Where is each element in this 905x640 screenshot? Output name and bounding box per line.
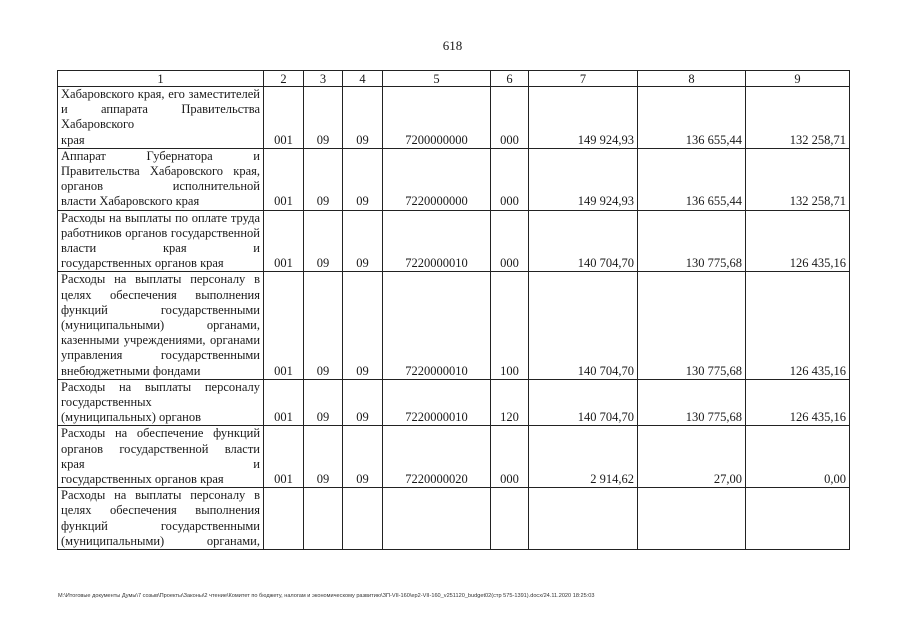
expense-name-line: (муниципальными) органами, [61, 318, 260, 333]
table-row [58, 210, 850, 272]
amount-2022-cell [638, 488, 746, 550]
expense-name-line: органами управления [61, 333, 261, 363]
amount-2023-cell: 126 435,16 [746, 379, 850, 426]
expense-name-line: края, органов исполнительной [61, 164, 260, 194]
expense-name-line: Расходы на обеспечение [61, 426, 204, 441]
expense-name-line: заместителей и аппарата [61, 87, 260, 117]
expense-name-cell [58, 87, 264, 149]
expense-name-cell [58, 379, 264, 426]
admin-code-cell: 001 [264, 148, 304, 210]
admin-code-cell: 001 [264, 379, 304, 426]
section-cell: 09 [304, 426, 343, 488]
amount-2021-cell [529, 488, 638, 550]
subsection-cell: 09 [343, 379, 383, 426]
amount-2021-cell: 2 914,62 [529, 426, 638, 488]
amount-2022-cell: 130 775,68 [638, 272, 746, 379]
expense-name-line: государственной власти края и [61, 225, 260, 256]
expense-name-last-line: края [61, 132, 85, 147]
expense-name-cell [58, 488, 264, 550]
expense-name-line: функций органов [61, 426, 261, 456]
table-row [58, 488, 850, 550]
amount-2023-cell: 126 435,16 [746, 272, 850, 379]
target-article-cell: 7220000010 [383, 210, 491, 272]
expense-name-cell [58, 210, 264, 272]
amount-2023-cell [746, 488, 850, 550]
amount-2022-cell: 130 775,68 [638, 210, 746, 272]
expense-name-line: Расходы на выплаты персоналу [61, 379, 260, 394]
expense-name-line: государственными [160, 348, 260, 363]
expense-name-line: Правительства Хабаровского [61, 102, 260, 132]
amount-2023-cell: 0,00 [746, 426, 850, 488]
table-row [58, 426, 850, 488]
header-cell: 4 [343, 71, 383, 87]
file-path-footer: M:\Итоговые документы Думы\7 созыв\Проекты\Законы\2 чтение\Комитет по бюджету, налогам и экономическому развитию\ЗП-VII-160\ep2-VII-160_v251120_budget02(стр 575-1391).docx/24.11.2020 18:25:03 [58, 593, 595, 599]
target-article-cell: 7220000010 [383, 379, 491, 426]
header-cell: 6 [491, 71, 529, 87]
amount-2022-cell: 136 655,44 [638, 87, 746, 149]
expense-name-line: функций государственными [61, 302, 260, 317]
amount-2023-cell: 126 435,16 [746, 210, 850, 272]
header-cell: 7 [529, 71, 638, 87]
expense-name-last-line: (муниципальных) органов [61, 410, 202, 425]
section-cell: 09 [304, 148, 343, 210]
subsection-cell: 09 [343, 210, 383, 272]
expense-name-cell [58, 426, 264, 488]
expense-name-line: (муниципальными) органами, [61, 533, 260, 548]
target-article-cell: 7220000010 [383, 272, 491, 379]
section-cell: 09 [304, 87, 343, 149]
expense-type-cell: 000 [491, 87, 529, 149]
admin-code-cell: 001 [264, 87, 304, 149]
expense-name-last-line: внебюджетными фондами [61, 363, 201, 378]
expense-name-line: функций государственными [61, 518, 260, 533]
target-article-cell: 7220000000 [383, 148, 491, 210]
subsection-cell: 09 [343, 272, 383, 379]
expense-name-line: целях обеспечения выполнения [61, 503, 260, 518]
expense-name-line: государственной власти края и [61, 441, 260, 471]
target-article-cell [383, 488, 491, 550]
expense-type-cell: 100 [491, 272, 529, 379]
page-number: 618 [442, 38, 463, 53]
expense-type-cell: 120 [491, 379, 529, 426]
expense-name-line: Расходы на выплаты персоналу в [61, 272, 260, 287]
header-cell: 8 [638, 71, 746, 87]
subsection-cell [343, 488, 383, 550]
subsection-cell: 09 [343, 426, 383, 488]
table-row [58, 272, 850, 379]
amount-2022-cell: 136 655,44 [638, 148, 746, 210]
expense-type-cell: 000 [491, 148, 529, 210]
amount-2022-cell: 27,00 [638, 426, 746, 488]
section-cell: 09 [304, 379, 343, 426]
header-row [58, 71, 850, 87]
expense-type-cell: 000 [491, 210, 529, 272]
subsection-cell: 09 [343, 87, 383, 149]
section-cell: 09 [304, 272, 343, 379]
expense-name-line: государственных [61, 395, 152, 410]
subsection-cell: 09 [343, 148, 383, 210]
amount-2021-cell: 140 704,70 [529, 379, 638, 426]
expense-name-line: Расходы на выплаты персоналу в [61, 488, 260, 503]
table-row [58, 87, 850, 149]
header-cell: 2 [264, 71, 304, 87]
amount-2023-cell: 132 258,71 [746, 87, 850, 149]
expense-name-line: Правительства Хабаровского [61, 164, 224, 179]
expense-name-last-line: государственных органов края [61, 256, 224, 271]
amount-2021-cell: 140 704,70 [529, 272, 638, 379]
expense-name-line: Хабаровского края, его [61, 87, 185, 101]
section-cell: 09 [304, 210, 343, 272]
expense-name-line: целях обеспечения выполнения [61, 287, 260, 302]
header-cell: 9 [746, 71, 850, 87]
header-cell: 1 [58, 71, 264, 87]
budget-table [57, 70, 850, 550]
admin-code-cell: 001 [264, 210, 304, 272]
target-article-cell: 7200000000 [383, 87, 491, 149]
target-article-cell: 7220000020 [383, 426, 491, 488]
expense-type-cell: 000 [491, 426, 529, 488]
expense-name-last-line: государственных органов края [61, 472, 224, 487]
admin-code-cell: 001 [264, 272, 304, 379]
table-row [58, 379, 850, 426]
expense-name-cell [58, 148, 264, 210]
amount-2021-cell: 140 704,70 [529, 210, 638, 272]
expense-name-line: казенными учреждениями, [61, 333, 206, 348]
expense-name-line: Расходы на выплаты по оплате [61, 210, 228, 225]
amount-2022-cell: 130 775,68 [638, 379, 746, 426]
table-row [58, 148, 850, 210]
section-cell [304, 488, 343, 550]
header-cell: 3 [304, 71, 343, 87]
expense-name-line: труда работников органов [61, 210, 260, 240]
expense-name-last-line: власти Хабаровского края [61, 194, 200, 209]
expense-type-cell [491, 488, 529, 550]
expense-name-line: Аппарат Губернатора и [61, 148, 260, 163]
admin-code-cell: 001 [264, 426, 304, 488]
expense-name-cell [58, 272, 264, 379]
amount-2023-cell: 132 258,71 [746, 148, 850, 210]
amount-2021-cell: 149 924,93 [529, 148, 638, 210]
header-cell: 5 [383, 71, 491, 87]
amount-2021-cell: 149 924,93 [529, 87, 638, 149]
admin-code-cell [264, 488, 304, 550]
